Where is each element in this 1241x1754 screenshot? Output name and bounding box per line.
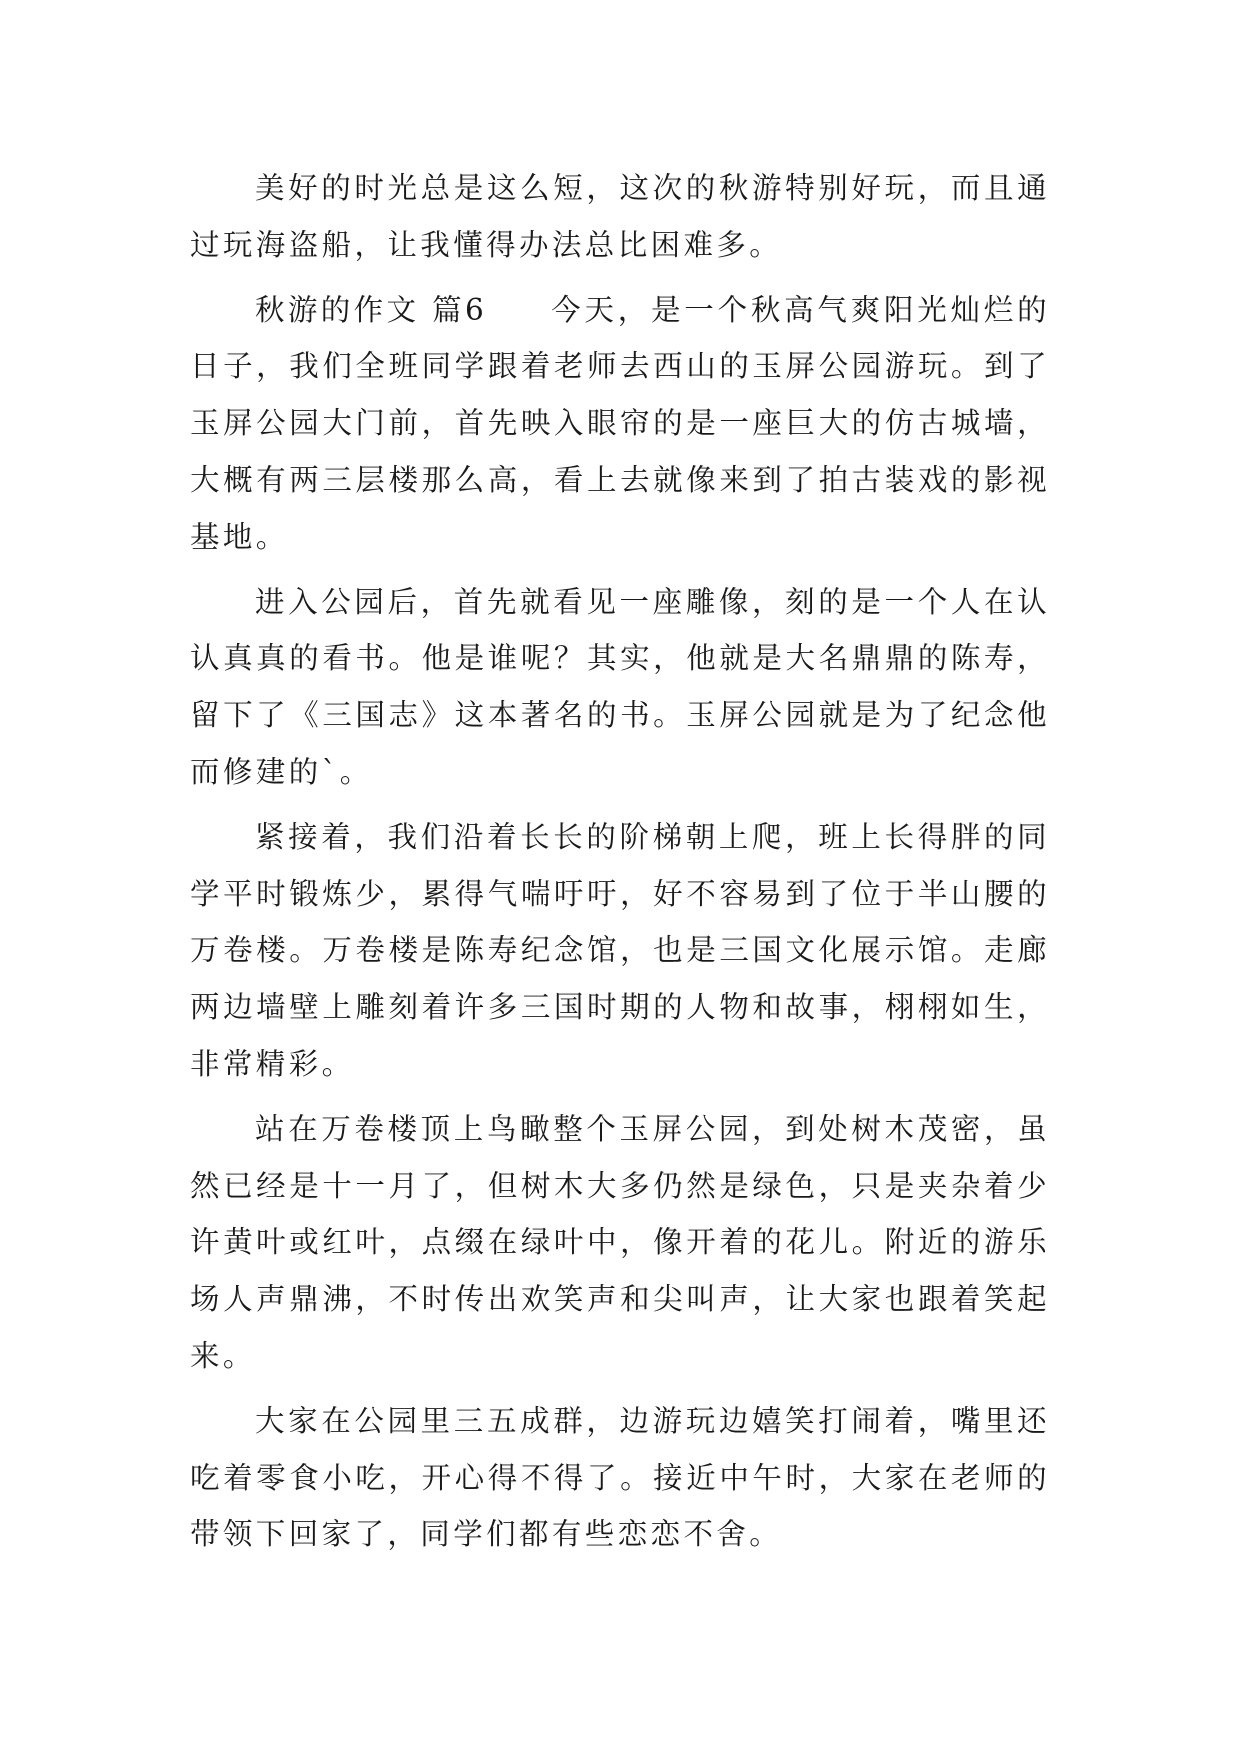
paragraph-text: 大家在公园里三五成群，边游玩边嬉笑打闹着，嘴里还吃着零食小吃，开心得不得了。接近中午时，大家在老师的带领下回家了，同学们都有些恋恋不舍。 <box>190 1403 1050 1552</box>
section-heading: 秋游的作文 篇6 <box>255 292 487 327</box>
paragraph-1 <box>190 160 1050 274</box>
paragraph-text: 今天，是一个秋高气爽阳光灿烂的日子，我们全班同学跟着老师去西山的玉屏公园游玩。到了玉屏公园大门前，首先映入眼帘的是一座巨大的仿古城墙，大概有两三层楼那么高，看上去就像来到了拍古装戏的影视基地。 <box>190 292 1050 554</box>
paragraph-text: 紧接着，我们沿着长长的阶梯朝上爬，班上长得胖的同学平时锻炼少，累得气喘吁吁，好不容易到了位于半山腰的万卷楼。万卷楼是陈寿纪念馆，也是三国文化展示馆。走廊两边墙壁上雕刻着许多三国时期的人物和故事，栩栩如生，非常精彩。 <box>190 819 1050 1081</box>
paragraph-3 <box>190 574 1050 801</box>
document-body <box>190 160 1050 1565</box>
paragraph-text: 站在万卷楼顶上鸟瞰整个玉屏公园，到处树木茂密，虽然已经是十一月了，但树木大多仍然是绿色，只是夹杂着少许黄叶或红叶，点缀在绿叶中，像开着的花儿。附近的游乐场人声鼎沸，不时传出欢笑声和尖叫声，让大家也跟着笑起来。 <box>190 1111 1050 1373</box>
paragraph-text: 进入公园后，首先就看见一座雕像，刻的是一个人在认认真真的看书。他是谁呢？其实，他就是大名鼎鼎的陈寿，留下了《三国志》这本著名的书。玉屏公园就是为了纪念他而修建的`。 <box>190 584 1050 789</box>
paragraph-2 <box>190 282 1050 566</box>
paragraph-4 <box>190 809 1050 1093</box>
paragraph-5 <box>190 1101 1050 1385</box>
paragraph-text: 美好的时光总是这么短，这次的秋游特别好玩，而且通过玩海盗船，让我懂得办法总比困难多。 <box>190 171 1050 262</box>
paragraph-6 <box>190 1393 1050 1563</box>
